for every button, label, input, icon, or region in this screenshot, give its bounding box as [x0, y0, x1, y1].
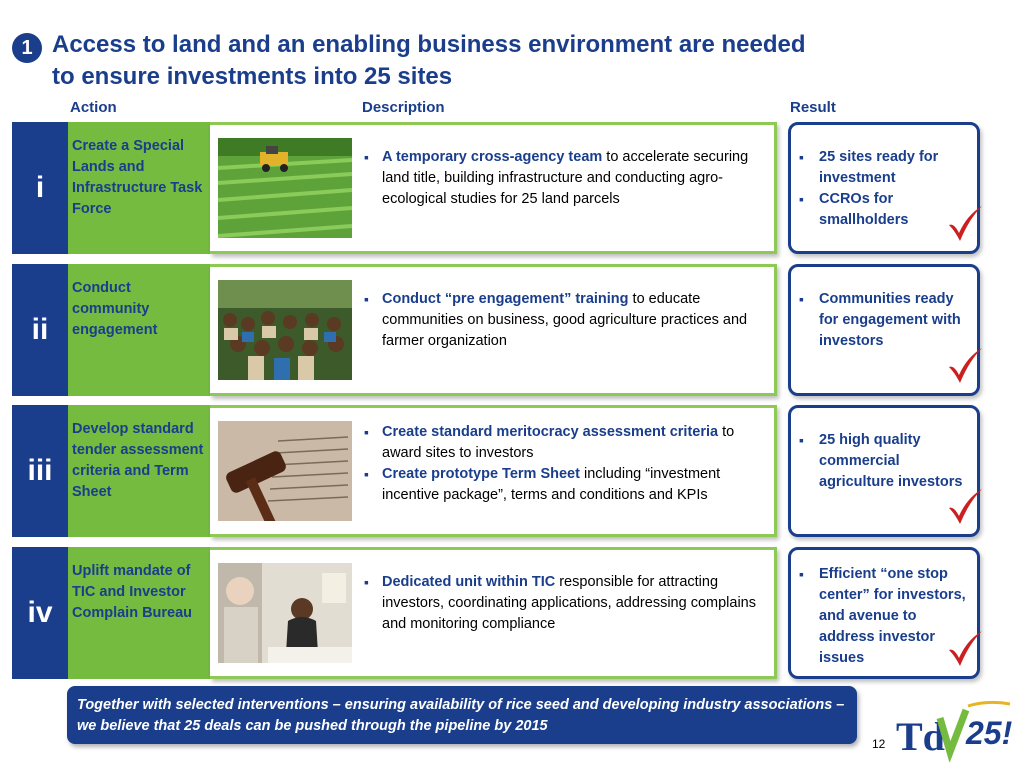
description-highlight: A temporary cross-agency team [382, 149, 603, 165]
description-box [210, 547, 777, 679]
description-text: to award sites to investors [382, 424, 735, 461]
row-numeral: iii [12, 405, 68, 537]
result-item: ▪ 25 high quality commercial agriculture investors [797, 430, 973, 493]
column-header-result: Result [790, 99, 836, 116]
community-meeting-photo [218, 280, 352, 380]
checkmark-icon [945, 345, 985, 385]
checkmark-icon [945, 203, 985, 243]
action-cell [68, 405, 210, 537]
result-box [788, 122, 980, 254]
action-row-3 [12, 405, 980, 537]
page-title-line2: to ensure investments into 25 sites [52, 63, 453, 90]
description-list [362, 422, 758, 506]
action-row-4 [12, 547, 980, 679]
description-box [210, 405, 777, 537]
description-highlight: Conduct “pre engagement” training [382, 291, 629, 307]
description-list [362, 572, 758, 635]
step-number-badge: 1 [12, 33, 42, 63]
result-box [788, 405, 980, 537]
description-text: responsible for attracting investors, coordinating applications, addressing complains and monitoring compliance [382, 574, 756, 632]
result-list [797, 289, 973, 352]
result-item: ▪ Communities ready for engagement with investors [797, 289, 973, 352]
description-item [362, 572, 758, 635]
description-text: to accelerate securing land title, building infrastructure and conducting agro-ecological studies for 25 land parcels [382, 149, 749, 207]
conclusion-text: Together with selected interventions – ensuring availability of rice seed and developing industry associations – we believe that 25 deals can be pushed through the pipeline by 2015 [77, 697, 845, 734]
description-item [362, 289, 758, 352]
description-item [362, 147, 758, 210]
result-list [797, 430, 973, 493]
result-item: ▪ CCROs for smallholders [797, 189, 973, 231]
description-box [210, 122, 777, 254]
result-item: ▪ 25 sites ready for investment [797, 147, 973, 189]
conclusion-box [67, 686, 857, 744]
description-highlight: Create standard meritocracy assessment criteria [382, 424, 719, 440]
action-row-1 [12, 122, 980, 254]
action-text: Uplift mandate of TIC and Investor Complain Bureau [72, 563, 193, 621]
description-list [362, 147, 758, 210]
page-title [52, 29, 952, 93]
action-cell [68, 547, 210, 679]
tdv25-logo [888, 698, 1018, 762]
action-cell [68, 122, 210, 254]
result-box [788, 264, 980, 396]
action-cell [68, 264, 210, 396]
checkmark-icon [945, 486, 985, 526]
description-text: to educate communities on business, good agriculture practices and farmer organization [382, 291, 748, 349]
column-header-action: Action [70, 99, 117, 116]
row-numeral: ii [12, 264, 68, 396]
description-highlight: Dedicated unit within TIC [382, 574, 556, 590]
result-item: ▪ Efficient “one stop center” for investors, and avenue to address investor issues [797, 564, 973, 669]
action-text: Conduct community engagement [72, 280, 158, 338]
page-title-line1: Access to land and an enabling business environment are needed [52, 31, 806, 58]
svg-text:25!: 25! [966, 715, 1013, 751]
office-meeting-photo [218, 563, 352, 663]
description-item [362, 422, 758, 464]
result-box [788, 547, 980, 679]
description-highlight: Create prototype Term Sheet [382, 466, 580, 482]
column-header-description: Description [362, 99, 445, 116]
checkmark-icon [945, 628, 985, 668]
description-item [362, 464, 758, 506]
description-text: including “investment incentive package”, terms and conditions and KPIs [382, 466, 721, 503]
description-box [210, 264, 777, 396]
row-numeral: i [12, 122, 68, 254]
row-numeral: iv [12, 547, 68, 679]
description-list [362, 289, 758, 352]
tractor-field-photo [218, 138, 352, 238]
action-text: Create a Special Lands and Infrastructure Task Force [72, 138, 203, 217]
svg-text:Td: Td [896, 714, 945, 759]
page-number: 12 [872, 737, 886, 751]
gavel-document-photo [218, 421, 352, 521]
action-row-2 [12, 264, 980, 396]
action-text: Develop standard tender assessment criteria and Term Sheet [72, 421, 204, 500]
